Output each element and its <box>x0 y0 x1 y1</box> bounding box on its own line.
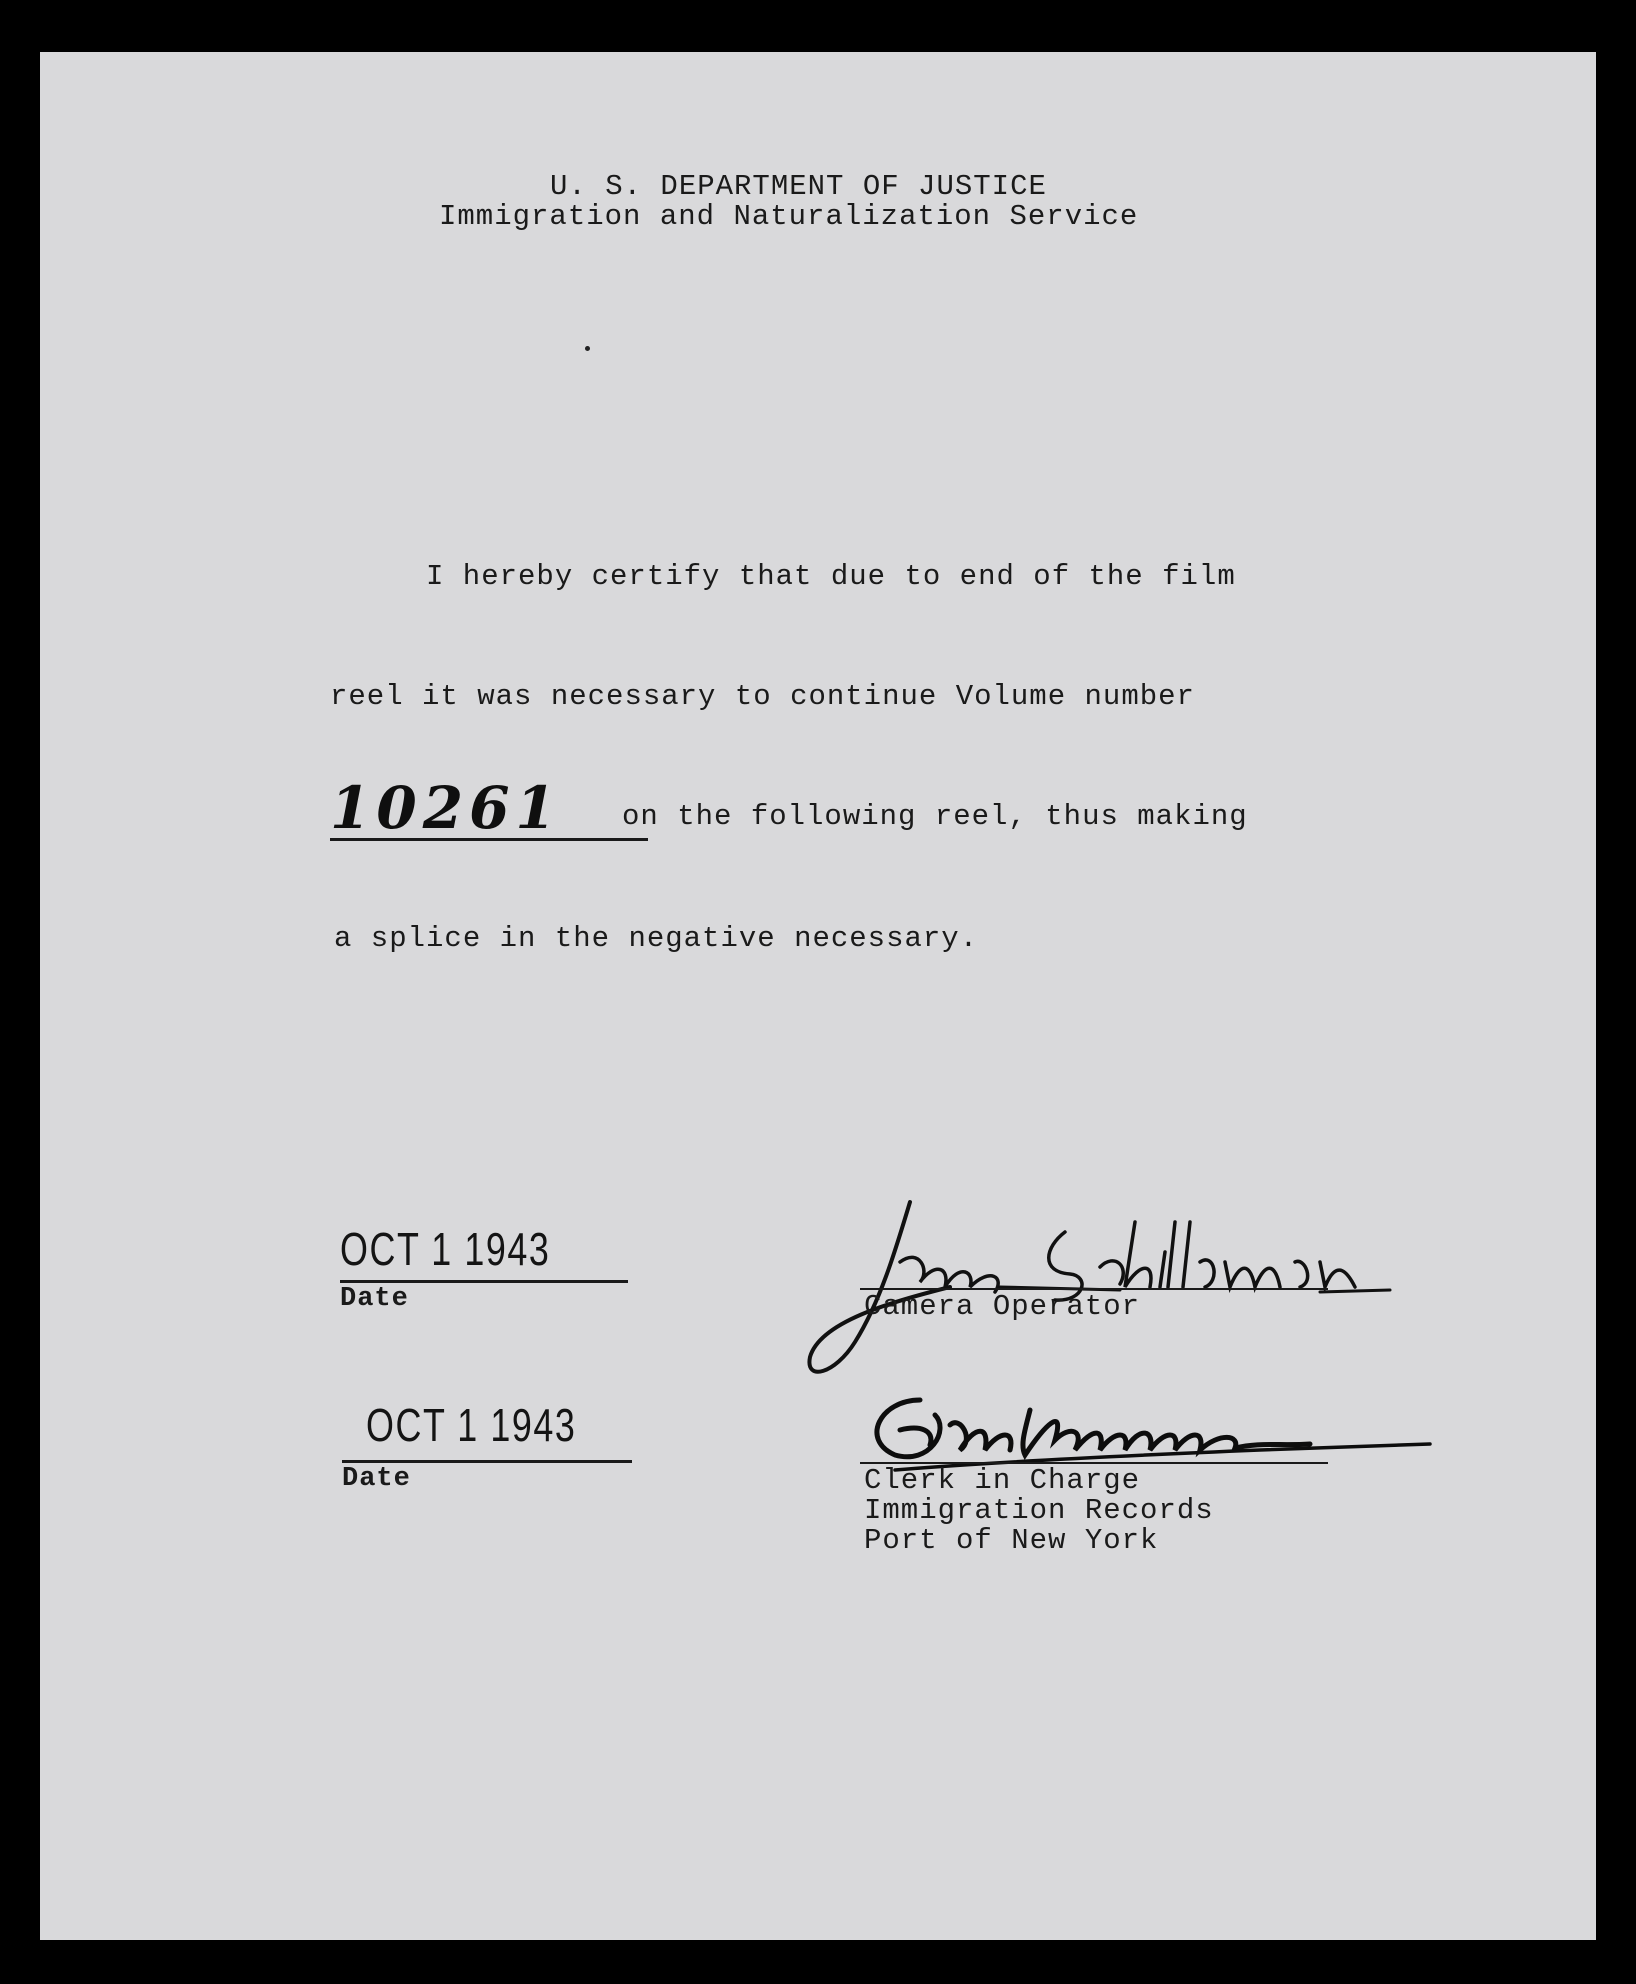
header-service: Immigration and Naturalization Service <box>439 200 1139 233</box>
date-label-1: Date <box>340 1284 409 1314</box>
body-line-2: reel it was necessary to continue Volume number <box>330 680 1195 713</box>
document-page <box>40 52 1596 1940</box>
date-line-2 <box>342 1460 632 1463</box>
volume-number-handwritten: 10261 <box>330 774 562 842</box>
ink-speck <box>585 346 590 351</box>
body-line-4: a splice in the negative necessary. <box>334 922 979 955</box>
date-stamp-2: OCT 1 1943 <box>366 1399 577 1451</box>
volume-number-underline <box>330 838 648 841</box>
date-stamp-1: OCT 1 1943 <box>340 1223 551 1275</box>
body-line-3: on the following reel, thus making <box>622 800 1248 833</box>
camera-operator-title: Camera Operator <box>864 1290 1141 1323</box>
body-line-1: I hereby certify that due to end of the film <box>426 560 1236 593</box>
date-label-2: Date <box>342 1464 411 1494</box>
clerk-title-2: Immigration Records <box>864 1494 1214 1527</box>
clerk-title-1: Clerk in Charge <box>864 1464 1141 1497</box>
clerk-title-3: Port of New York <box>864 1524 1159 1557</box>
header-department: U. S. DEPARTMENT OF JUSTICE <box>550 170 1047 203</box>
date-line-1 <box>340 1280 628 1283</box>
